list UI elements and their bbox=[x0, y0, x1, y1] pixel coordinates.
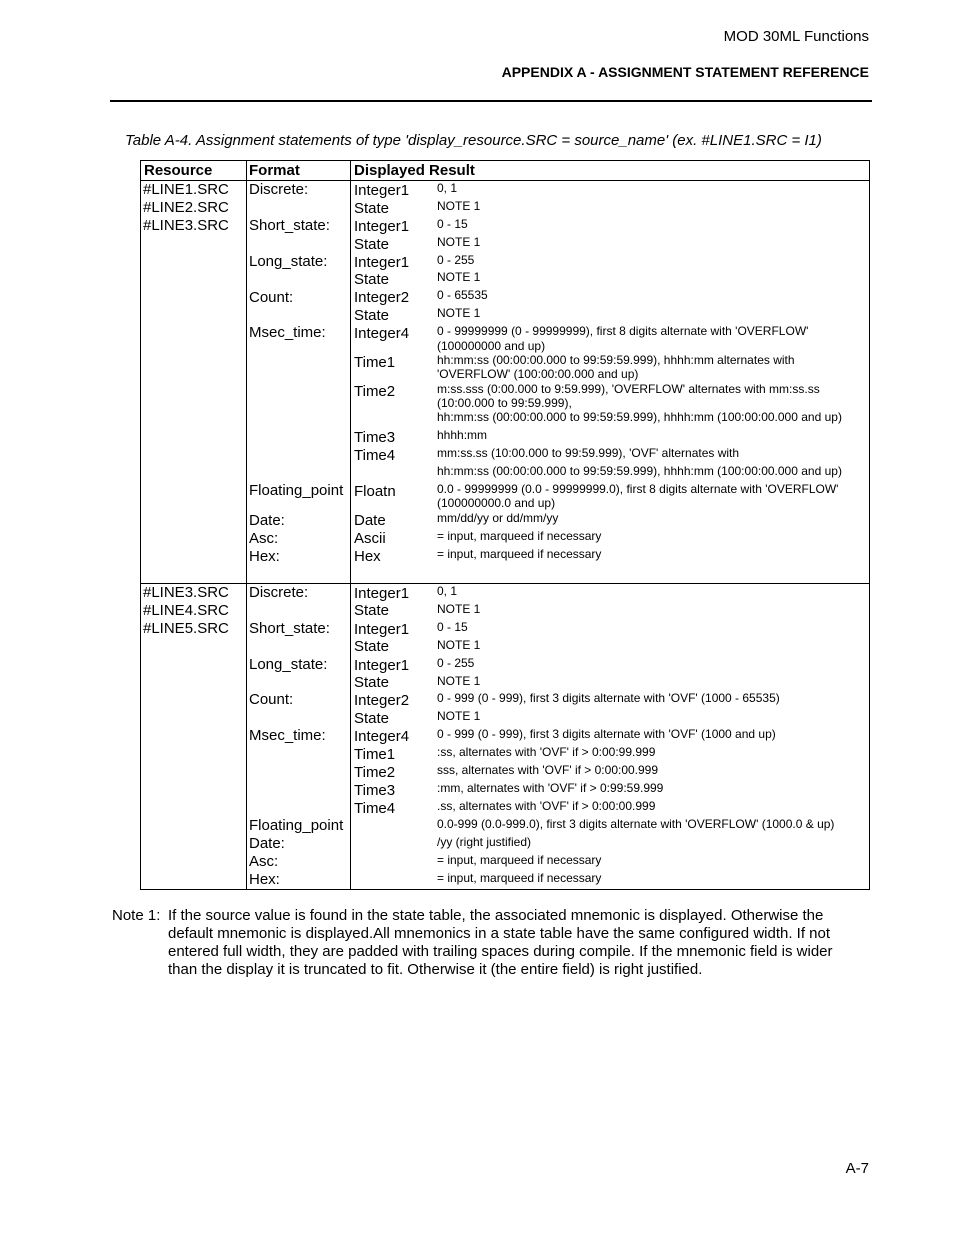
type-cell: Integer4 bbox=[354, 325, 410, 342]
result-cell: :mm, alternates with 'OVF' if > 0:99:59.999 bbox=[437, 781, 664, 795]
result-cell: hhhh:mm bbox=[437, 428, 488, 442]
result-cell: NOTE 1 bbox=[437, 638, 481, 652]
resource-cell: #LINE2.SRC bbox=[143, 199, 229, 216]
type-cell: Hex bbox=[354, 548, 381, 565]
column-header-displayed-result: Displayed Result bbox=[354, 162, 475, 179]
result-cell: .ss, alternates with 'OVF' if > 0:00:00.999 bbox=[437, 799, 656, 813]
result-cell: 0 - 999 (0 - 999), first 3 digits alternate with 'OVF' (1000 and up) bbox=[437, 727, 776, 741]
type-cell: State bbox=[354, 674, 390, 691]
type-cell: Ascii bbox=[354, 530, 386, 547]
resource-cell: #LINE3.SRC bbox=[143, 584, 229, 601]
result-cell: sss, alternates with 'OVF' if > 0:00:00.999 bbox=[437, 763, 659, 777]
format-cell: Count: bbox=[249, 289, 294, 306]
format-cell: Msec_time: bbox=[249, 324, 326, 341]
result-cell: 'OVERFLOW' (100:00:00.000 and up) bbox=[437, 367, 639, 381]
result-cell: 0 - 99999999 (0 - 99999999), first 8 digits alternate with 'OVERFLOW' bbox=[437, 324, 809, 338]
format-cell: Asc: bbox=[249, 853, 279, 870]
result-cell: 0, 1 bbox=[437, 181, 458, 195]
type-cell: Integer1 bbox=[354, 585, 410, 602]
type-cell: State bbox=[354, 236, 390, 253]
type-cell: State bbox=[354, 200, 390, 217]
result-cell: NOTE 1 bbox=[437, 235, 481, 249]
result-cell: hh:mm:ss (00:00:00.000 to 99:59:59.999), hhhh:mm (100:00:00.000 and up) bbox=[437, 410, 842, 424]
format-cell: Discrete: bbox=[249, 584, 309, 601]
result-cell: 0, 1 bbox=[437, 584, 458, 598]
footnote-label: Note 1: bbox=[112, 907, 161, 924]
type-cell: State bbox=[354, 602, 390, 619]
result-cell: (10:00.000 to 99:59.999), bbox=[437, 396, 572, 410]
type-cell: Time2 bbox=[354, 764, 396, 781]
resource-cell: #LINE3.SRC bbox=[143, 217, 229, 234]
column-header-format: Format bbox=[249, 162, 300, 179]
assignment-table bbox=[140, 160, 870, 890]
type-cell: State bbox=[354, 710, 390, 727]
result-cell: 0 - 15 bbox=[437, 620, 468, 634]
type-cell: Integer2 bbox=[354, 692, 410, 709]
type-cell: State bbox=[354, 638, 390, 655]
result-cell: (100000000.0 and up) bbox=[437, 496, 556, 510]
type-cell: State bbox=[354, 271, 390, 288]
resource-cell: #LINE4.SRC bbox=[143, 602, 229, 619]
format-cell: Date: bbox=[249, 512, 285, 529]
result-cell: = input, marqueed if necessary bbox=[437, 529, 602, 543]
footnote-text bbox=[168, 907, 872, 979]
format-cell: Count: bbox=[249, 691, 294, 708]
type-cell: Integer2 bbox=[354, 289, 410, 306]
result-cell: hh:mm:ss (00:00:00.000 to 99:59:59.999), hhhh:mm alternates with bbox=[437, 353, 795, 367]
result-cell: (100000000 and up) bbox=[437, 339, 546, 353]
type-cell: Time3 bbox=[354, 782, 396, 799]
result-cell: :ss, alternates with 'OVF' if > 0:00:99.999 bbox=[437, 745, 656, 759]
result-cell: NOTE 1 bbox=[437, 709, 481, 723]
column-divider bbox=[350, 161, 351, 889]
type-cell: Date bbox=[354, 512, 386, 529]
format-cell: Short_state: bbox=[249, 620, 330, 637]
type-cell: Time4 bbox=[354, 447, 396, 464]
format-cell: Floating_point bbox=[249, 482, 344, 499]
type-cell: Time2 bbox=[354, 383, 396, 400]
result-cell: 0 - 15 bbox=[437, 217, 468, 231]
type-cell: Integer1 bbox=[354, 621, 410, 638]
type-cell: Integer1 bbox=[354, 182, 410, 199]
format-cell: Short_state: bbox=[249, 217, 330, 234]
format-cell: Msec_time: bbox=[249, 727, 326, 744]
result-cell: /yy (right justified) bbox=[437, 835, 532, 849]
result-cell: NOTE 1 bbox=[437, 602, 481, 616]
result-cell: m:ss.sss (0:00.000 to 9:59.999), 'OVERFLOW' alternates with mm:ss.ss bbox=[437, 382, 820, 396]
type-cell: Floatn bbox=[354, 483, 396, 500]
result-cell: NOTE 1 bbox=[437, 199, 481, 213]
result-cell: NOTE 1 bbox=[437, 674, 481, 688]
result-cell: 0 - 255 bbox=[437, 656, 475, 670]
result-cell: = input, marqueed if necessary bbox=[437, 853, 602, 867]
footnote-line: than the display it is truncated to fit. Otherwise it (the entire field) is right justified. bbox=[168, 961, 703, 978]
format-cell: Long_state: bbox=[249, 253, 328, 270]
table-caption: Table A-4. Assignment statements of type 'display_resource.SRC = source_name' (ex. #LINE1.SRC = I1) bbox=[125, 132, 822, 149]
result-cell: mm/dd/yy or dd/mm/yy bbox=[437, 511, 559, 525]
footnote-line: If the source value is found in the state table, the associated mnemonic is displayed. Otherwise the bbox=[168, 907, 824, 924]
header-rule bbox=[110, 100, 872, 102]
running-header-title: MOD 30ML Functions bbox=[723, 28, 869, 45]
running-header-subtitle: APPENDIX A - ASSIGNMENT STATEMENT REFERENCE bbox=[501, 64, 869, 80]
resource-cell: #LINE1.SRC bbox=[143, 181, 229, 198]
result-cell: = input, marqueed if necessary bbox=[437, 547, 602, 561]
type-cell: Integer1 bbox=[354, 218, 410, 235]
type-cell: Integer1 bbox=[354, 657, 410, 674]
type-cell: State bbox=[354, 307, 390, 324]
result-cell: = input, marqueed if necessary bbox=[437, 871, 602, 885]
format-cell: Date: bbox=[249, 835, 285, 852]
result-cell: 0 - 999 (0 - 999), first 3 digits alternate with 'OVF' (1000 - 65535) bbox=[437, 691, 780, 705]
result-cell: mm:ss.ss (10:00.000 to 99:59.999), 'OVF' alternates with bbox=[437, 446, 740, 460]
page-number: A-7 bbox=[845, 1160, 869, 1177]
type-cell: Time1 bbox=[354, 354, 396, 371]
result-cell: NOTE 1 bbox=[437, 306, 481, 320]
format-cell: Hex: bbox=[249, 548, 280, 565]
column-divider bbox=[246, 161, 247, 889]
result-cell: 0 - 255 bbox=[437, 253, 475, 267]
type-cell: Time1 bbox=[354, 746, 396, 763]
format-cell: Discrete: bbox=[249, 181, 309, 198]
footnote-line: default mnemonic is displayed.All mnemonics in a state table have the same configured width. If not bbox=[168, 925, 831, 942]
result-cell: hh:mm:ss (00:00:00.000 to 99:59:59.999), hhhh:mm (100:00:00.000 and up) bbox=[437, 464, 842, 478]
format-cell: Hex: bbox=[249, 871, 280, 888]
resource-cell: #LINE5.SRC bbox=[143, 620, 229, 637]
type-cell: Time3 bbox=[354, 429, 396, 446]
type-cell: Time4 bbox=[354, 800, 396, 817]
result-cell: NOTE 1 bbox=[437, 270, 481, 284]
format-cell: Floating_point bbox=[249, 817, 344, 834]
result-cell: 0.0 - 99999999 (0.0 - 99999999.0), first 8 digits alternate with 'OVERFLOW' bbox=[437, 482, 839, 496]
format-cell: Asc: bbox=[249, 530, 279, 547]
type-cell: Integer1 bbox=[354, 254, 410, 271]
result-cell: 0 - 65535 bbox=[437, 288, 488, 302]
footnote-line: entered full width, they are padded with trailing spaces during compile. If the mnemonic field is wider bbox=[168, 943, 833, 960]
result-cell: 0.0-999 (0.0-999.0), first 3 digits alternate with 'OVERFLOW' (1000.0 & up) bbox=[437, 817, 835, 831]
type-cell: Integer4 bbox=[354, 728, 410, 745]
format-cell: Long_state: bbox=[249, 656, 328, 673]
column-header-resource: Resource bbox=[144, 162, 213, 179]
